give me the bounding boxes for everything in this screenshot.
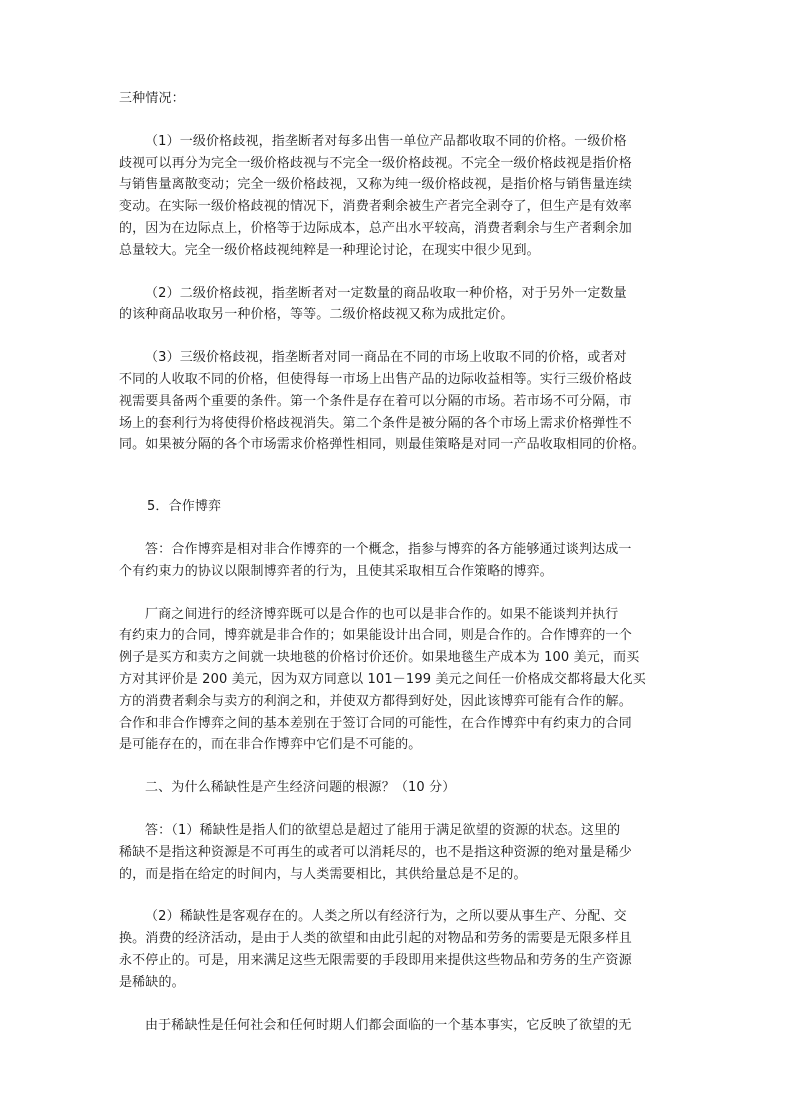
cooperative-example-paragraph [119, 604, 679, 757]
paragraph-line: 个有约束力的协议以限制博弈者的行为，且使其采取相互合作策略的博弈。 [119, 563, 553, 579]
paragraph-line: 的该种商品收取另一种价格，等等。二级价格歧视又称为成批定价。 [119, 307, 514, 323]
paragraph-line: 变动。在实际一级价格歧视的情况下，消费者剩余被生产者完全剥夺了，但生产是有效率 [119, 199, 632, 215]
closing-paragraph [119, 1015, 679, 1037]
cooperative-answer-paragraph [119, 539, 679, 583]
paragraph-line: 同。如果被分隔的各个市场需求价格弹性相同，则最佳策略是对同一产品收取相同的价格。 [119, 437, 646, 453]
scarcity-objective-paragraph [119, 906, 679, 993]
paragraph-line: 有约束力的合同，博弈就是非合作的；如果能设计出合同，则是合作的。合作博弈的一个 [119, 628, 632, 644]
paragraph-line: 答：合作博弈是相对非合作博弈的一个概念，指参与博弈的各方能够通过谈判达成一 [145, 541, 632, 557]
paragraph-line: 场上的套利行为将使得价格歧视消失。第二个条件是被分隔的各个市场上需求价格弹性不 [119, 415, 632, 431]
paragraph-line: 的，因为在边际点上，价格等于边际成本，总产出水平较高，消费者剩余与生产者剩余加 [119, 220, 632, 236]
intro-heading: 三种情况： [119, 91, 185, 106]
document-page [119, 88, 679, 1036]
paragraph-line: 不同的人收取不同的价格，但使得每一市场上出售产品的边际收益相等。实行三级价格歧 [119, 371, 632, 387]
paragraph-line: 由于稀缺性是任何社会和任何时期人们都会面临的一个基本事实，它反映了欲望的无 [145, 1017, 632, 1033]
question-heading: 二、为什么稀缺性是产生经济问题的根源？（10 分） [145, 780, 456, 796]
paragraph-line: （2）二级价格歧视，指垄断者对一定数量的商品收取一种价格，对于另外一定数量 [145, 285, 627, 301]
paragraph-line: 是可能存在的，而在非合作博弈中它们是不可能的。 [119, 737, 422, 753]
paragraph-line: 永不停止的。可是，用来满足这些无限需要的手段即用来提供这些物品和劳务的生产资源 [119, 952, 632, 968]
paragraph-line: 换。消费的经济活动，是由于人类的欲望和由此引起的对物品和劳务的需要是无限多样且 [119, 931, 632, 947]
paragraph-line: 方的消费者剩余与卖方的利润之和，并使双方都得到好处，因此该博弈可能有合作的解。 [119, 693, 632, 709]
paragraph-line: 总量较大。完全一级价格歧视纯粹是一种理论讨论，在现实中很少见到。 [119, 242, 540, 258]
paragraph-line: （2）稀缺性是客观存在的。人类之所以有经济行为，之所以要从事生产、分配、交 [145, 909, 627, 925]
paragraph-line: 视需要具备两个重要的条件。第一个条件是存在着可以分隔的市场。若市场不可分隔，市 [119, 393, 632, 409]
paragraph-line: 例子是买方和卖方之间就一块地毯的价格讨价还价。如果地毯生产成本为 100 美元，而买 [119, 650, 640, 666]
paragraph-line: 厂商之间进行的经济博弈既可以是合作的也可以是非合作的。如果不能谈判并执行 [145, 606, 619, 622]
paragraph-line: 答：（1）稀缺性是指人们的欲望总是超过了能用于满足欲望的资源的状态。这里的 [145, 822, 621, 838]
section-heading: 5．合作博弈 [147, 499, 222, 515]
paragraph-line: （1）一级价格歧视，指垄断者对每多出售一单位产品都收取不同的价格。一级价格 [145, 133, 627, 149]
paragraph-line: 稀缺不是指这种资源是不可再生的或者可以消耗尽的，也不是指这种资源的绝对量是稀少 [119, 844, 632, 860]
paragraph-line: 合作和非合作博弈之间的基本差别在于签订合同的可能性，在合作博弈中有约束力的合同 [119, 715, 632, 731]
scarcity-answer-paragraph [119, 820, 679, 885]
first-degree-paragraph [119, 131, 679, 262]
paragraph-line: （3）三级价格歧视，指垄断者对同一商品在不同的市场上收取不同的价格，或者对 [145, 350, 627, 366]
second-degree-paragraph [119, 283, 679, 327]
paragraph-line: 歧视可以再分为完全一级价格歧视与不完全一级价格歧视。不完全一级价格歧视是指价格 [119, 155, 632, 171]
paragraph-line: 方对其评价是 200 美元，因为双方同意以 101－199 美元之间任一价格成交都将最大化买 [119, 671, 646, 687]
paragraph-line: 是稀缺的。 [119, 974, 185, 990]
paragraph-line: 的，而是指在给定的时间内，与人类需要相比，其供给量总是不足的。 [119, 866, 527, 882]
paragraph-line: 与销售量离散变动；完全一级价格歧视，又称为纯一级价格歧视，是指价格与销售量连续 [119, 177, 632, 193]
third-degree-paragraph [119, 347, 679, 456]
